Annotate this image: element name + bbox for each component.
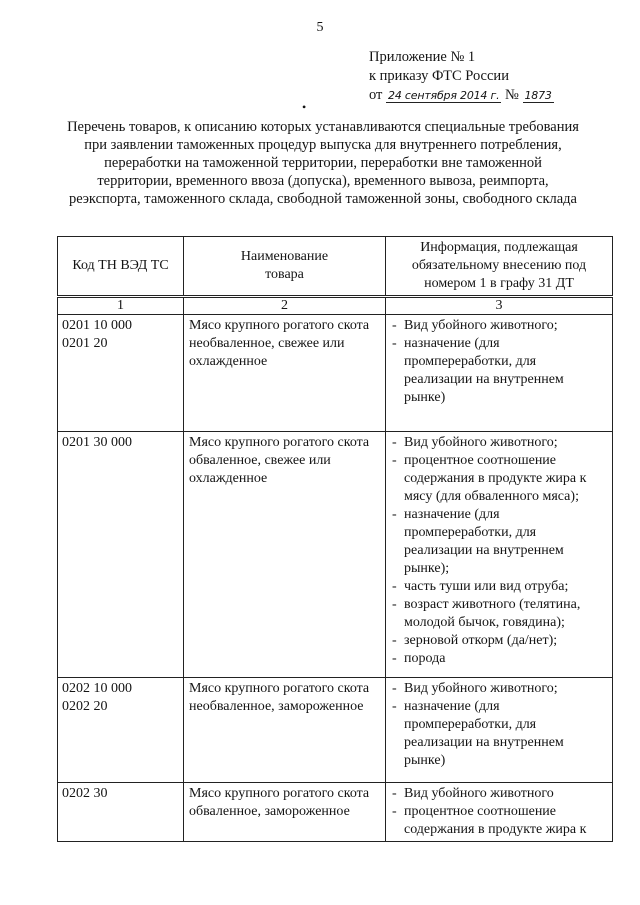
title-line: территории, временного ввоза (допуска), временного вывоза, реимпорта,	[97, 173, 549, 189]
page-number: 5	[316, 20, 324, 35]
name-cell: Мясо крупного рогатого скота обваленное, свежее или охлажденное	[184, 432, 386, 678]
header-code: Код ТН ВЭД ТС	[58, 237, 184, 297]
tn-ved-code: 0201 20	[62, 336, 108, 351]
goods-table	[57, 236, 613, 842]
date-prefix: от	[369, 87, 383, 103]
title-line: при заявлении таможенных процедур выпуска для внутреннего потребления,	[84, 137, 562, 153]
info-cell	[386, 678, 613, 783]
requirement-item: - процентное соотношение содержания в продукте жира к мясу (для обваленного мяса);	[390, 452, 606, 506]
tn-ved-code: 0202 30	[62, 786, 108, 801]
number-prefix: №	[505, 87, 519, 103]
column-number: 2	[184, 297, 386, 315]
tn-ved-code: 0202 20	[62, 699, 108, 714]
title-line: реэкспорта, таможенного склада, свободной таможенной зоны, свободного склада	[69, 191, 577, 207]
requirement-item: - назначение (для промпереработки, для реализации на внутреннем рынке)	[390, 698, 606, 770]
column-number-row	[58, 297, 613, 315]
table-header-row	[58, 237, 613, 297]
code-cell	[58, 783, 184, 842]
header-name: Наименование товара	[184, 237, 386, 297]
appendix-order-reference: к приказу ФТС России	[369, 68, 509, 84]
title-line: Перечень товаров, к описанию которых устанавливаются специальные требования	[67, 119, 579, 135]
order-date: 24 сентября 2014 г.	[388, 89, 500, 102]
table-row	[58, 678, 613, 783]
requirement-item: - зерновой откорм (да/нет);	[390, 632, 606, 650]
requirement-item: - возраст животного (телятина, молодой бычок, говядина);	[390, 596, 606, 632]
requirement-item: - Вид убойного животного	[390, 785, 606, 803]
document-title	[48, 118, 598, 208]
appendix-header	[369, 48, 554, 105]
column-number: 3	[386, 297, 613, 315]
order-number: 1873	[524, 89, 552, 102]
code-cell	[58, 432, 184, 678]
info-cell	[386, 315, 613, 432]
tn-ved-code: 0201 10 000	[62, 318, 132, 333]
appendix-title: Приложение № 1	[369, 49, 476, 65]
title-line: переработки на таможенной территории, переработки вне таможенной	[104, 155, 542, 171]
table-row	[58, 432, 613, 678]
header-info: Информация, подлежащая обязательному внесению под номером 1 в графу 31 ДТ	[386, 237, 613, 297]
table-row	[58, 315, 613, 432]
info-cell	[386, 432, 613, 678]
tn-ved-code: 0202 10 000	[62, 681, 132, 696]
table-row	[58, 783, 613, 842]
code-cell	[58, 315, 184, 432]
requirement-item: - Вид убойного животного;	[390, 434, 606, 452]
requirement-item: - назначение (для промпереработки, для реализации на внутреннем рынке);	[390, 506, 606, 578]
name-cell: Мясо крупного рогатого скота обваленное, замороженное	[184, 783, 386, 842]
requirement-item: - порода	[390, 650, 606, 668]
requirement-item: - Вид убойного животного;	[390, 317, 606, 335]
requirement-item: - процентное соотношение содержания в продукте жира к	[390, 803, 606, 839]
name-cell: Мясо крупного рогатого скота необваленное, свежее или охлажденное	[184, 315, 386, 432]
requirement-item: - Вид убойного животного;	[390, 680, 606, 698]
requirement-item: - часть туши или вид отруба;	[390, 578, 606, 596]
name-cell: Мясо крупного рогатого скота необваленное, замороженное	[184, 678, 386, 783]
requirement-item: - назначение (для промпереработки, для реализации на внутреннем рынке)	[390, 335, 606, 407]
column-number: 1	[58, 297, 184, 315]
stray-dot: •	[302, 100, 307, 114]
info-cell	[386, 783, 613, 842]
tn-ved-code: 0201 30 000	[62, 435, 132, 450]
appendix-date-line	[369, 86, 554, 105]
code-cell	[58, 678, 184, 783]
